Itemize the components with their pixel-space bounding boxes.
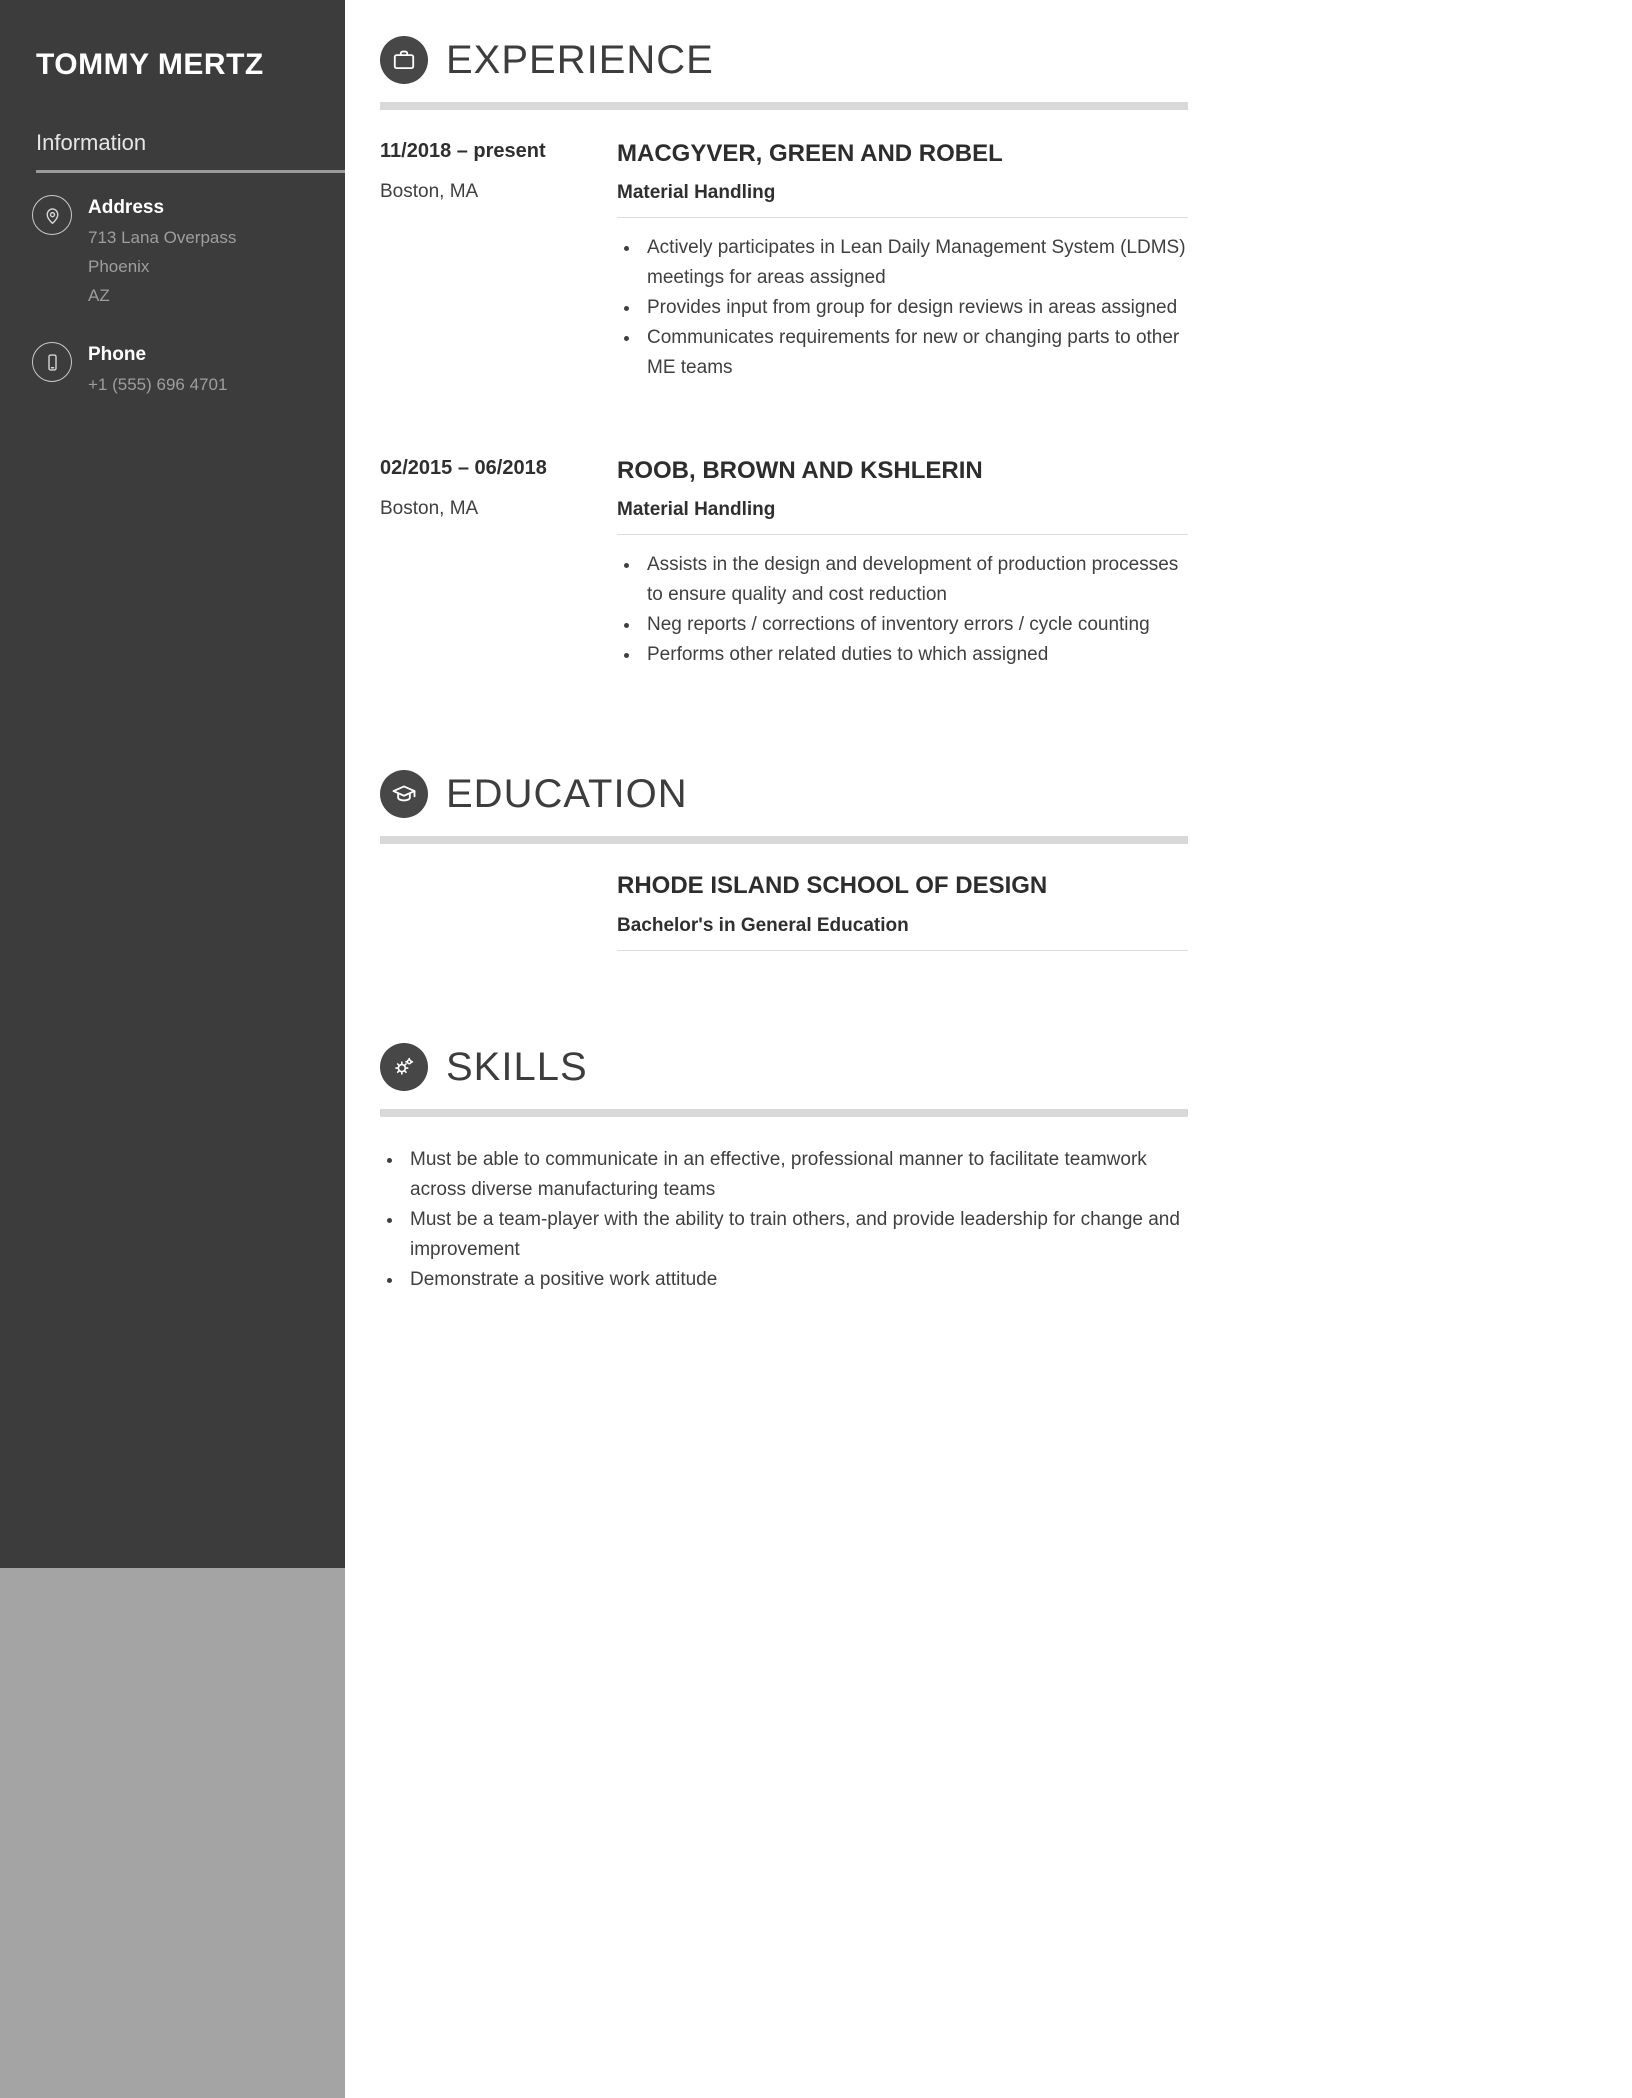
entry-role: Material Handling [617,182,776,203]
sidebar [0,0,345,1568]
main-content [380,0,1188,1295]
address-text [88,195,236,306]
phone-label: Phone [88,344,147,365]
bullet-item: • Actively participates in Lean Daily Management System (LDMS) meetings for areas assigned [641,233,1188,293]
entry-divider [617,950,1188,951]
entry-dates: 11/2018 – present [380,140,546,162]
school-name: RHODE ISLAND SCHOOL OF DESIGN [617,872,1048,899]
section-title-education: EDUCATION [446,771,688,816]
entry-company: ROOB, BROWN AND KSHLERIN [617,457,983,484]
experience-header [380,36,1188,84]
entry-bullet-list [617,550,1188,670]
phone-text [88,342,227,395]
experience-entry [380,140,1188,383]
briefcase-icon [380,36,428,84]
section-underline [380,102,1188,110]
bullet-item: • Provides input from group for design reviews in areas assigned [641,293,1188,323]
experience-section [380,36,1188,670]
entry-divider [617,534,1188,535]
phone-block [32,342,321,395]
education-section [380,770,1188,951]
education-entry [380,872,1188,951]
bullet-item: • Must be able to communicate in an effective, professional manner to facilitate teamwork across diverse manufacturing teams [404,1145,1188,1205]
bullet-item: • Communicates requirements for new or changing parts to other ME teams [641,323,1188,383]
experience-entry [380,457,1188,670]
degree: Bachelor's in General Education [617,915,909,936]
entry-location: Boston, MA [380,498,479,519]
address-line: Phoenix [88,257,150,276]
address-line: 713 Lana Overpass [88,228,237,247]
section-title-skills: SKILLS [446,1044,588,1089]
entry-meta [380,872,617,951]
entry-meta [380,140,617,383]
section-title-experience: EXPERIENCE [446,37,714,82]
entry-bullet-list [617,233,1188,383]
section-underline [380,836,1188,844]
graduation-cap-icon [380,770,428,818]
entry-meta [380,457,617,670]
address-line: AZ [88,286,110,305]
bullet-item: • Must be a team-player with the ability to train others, and provide leadership for change and improvement [404,1205,1188,1265]
bullet-item: • Assists in the design and development of production processes to ensure quality and cost reduction [641,550,1188,610]
bullet-item: • Performs other related duties to which assigned [641,640,1188,670]
address-block [32,195,321,306]
entry-company: MACGYVER, GREEN AND ROBEL [617,140,1003,167]
gear-icon [380,1043,428,1091]
entry-details [617,872,1188,951]
entry-location: Boston, MA [380,181,479,202]
address-label: Address [88,197,165,218]
sidebar-divider [36,170,345,173]
entry-dates: 02/2015 – 06/2018 [380,457,547,479]
entry-details [617,457,1188,670]
phone-icon [32,342,72,382]
skills-section [380,1043,1188,1295]
candidate-name: TOMMY MERTZ [36,48,264,81]
information-heading: Information [36,130,147,155]
map-pin-icon [32,195,72,235]
education-header [380,770,1188,818]
bullet-item: • Neg reports / corrections of inventory errors / cycle counting [641,610,1188,640]
entry-details [617,140,1188,383]
bullet-item: • Demonstrate a positive work attitude [404,1265,1188,1295]
entry-divider [617,217,1188,218]
entry-role: Material Handling [617,499,776,520]
sidebar-page-break [0,1568,345,2098]
skills-bullet-list [380,1145,1188,1295]
phone-number: +1 (555) 696 4701 [88,375,228,394]
skills-header [380,1043,1188,1091]
section-underline [380,1109,1188,1117]
